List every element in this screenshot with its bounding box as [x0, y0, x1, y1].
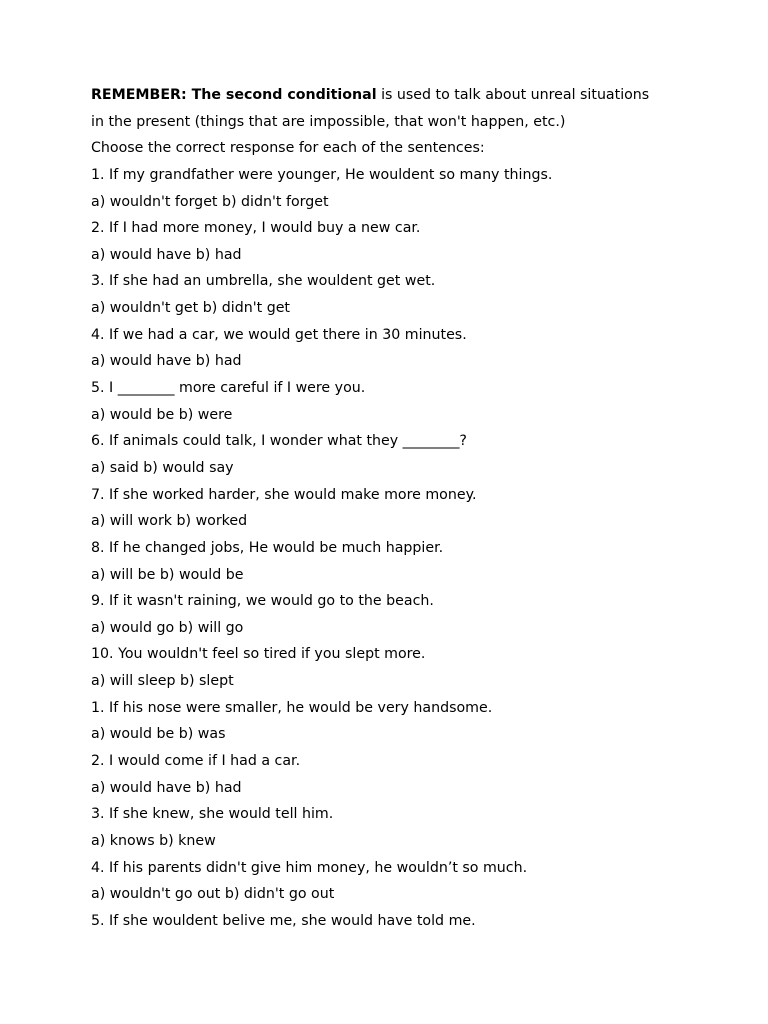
options-line: a) would go b) will go: [91, 619, 244, 636]
question-line: 3. If she knew, she would tell him.: [91, 806, 334, 823]
question-line: 9. If it wasn't raining, we would go to the beach.: [91, 593, 434, 610]
instruction-line: Choose the correct response for each of the sentences:: [91, 140, 485, 157]
question-line: 10. You wouldn't feel so tired if you slept more.: [91, 646, 426, 663]
remember-text: is used to talk about unreal situations: [376, 87, 650, 103]
options-line: a) would be b) were: [91, 406, 233, 423]
document-page: [91, 82, 731, 935]
options-line: a) would have b) had: [91, 246, 242, 263]
question-line: 4. If his parents didn't give him money, he wouldn’t so much.: [91, 859, 528, 876]
question-line: 4. If we had a car, we would get there in 30 minutes.: [91, 326, 467, 343]
question-line: 8. If he changed jobs, He would be much happier.: [91, 539, 444, 556]
intro-line: [91, 82, 731, 109]
options-line: a) would be b) was: [91, 726, 226, 743]
options-line: a) will be b) would be: [91, 566, 244, 583]
intro-line-2: in the present (things that are impossible, that won't happen, etc.): [91, 113, 566, 130]
options-line: a) knows b) knew: [91, 832, 216, 849]
options-line: a) would have b) had: [91, 779, 242, 796]
question-line: 2. If I had more money, I would buy a new car.: [91, 220, 421, 237]
options-line: a) wouldn't get b) didn't get: [91, 300, 290, 317]
options-line: a) said b) would say: [91, 459, 234, 476]
question-line: 5. If she wouldent belive me, she would have told me.: [91, 912, 476, 929]
question-line: 6. If animals could talk, I wonder what they ________?: [91, 433, 467, 450]
question-line: 1. If my grandfather were younger, He wouldent so many things.: [91, 166, 553, 183]
question-line: 2. I would come if I had a car.: [91, 753, 301, 770]
remember-label: REMEMBER: The second conditional: [91, 87, 377, 103]
options-line: a) wouldn't go out b) didn't go out: [91, 886, 335, 903]
options-line: a) will sleep b) slept: [91, 673, 234, 690]
question-line: 1. If his nose were smaller, he would be very handsome.: [91, 699, 493, 716]
question-line: 3. If she had an umbrella, she wouldent get wet.: [91, 273, 436, 290]
options-line: a) would have b) had: [91, 353, 242, 370]
options-line: a) will work b) worked: [91, 513, 248, 530]
question-line: 5. I ________ more careful if I were you.: [91, 380, 366, 397]
options-line: a) wouldn't forget b) didn't forget: [91, 193, 329, 210]
question-line: 7. If she worked harder, she would make more money.: [91, 486, 477, 503]
